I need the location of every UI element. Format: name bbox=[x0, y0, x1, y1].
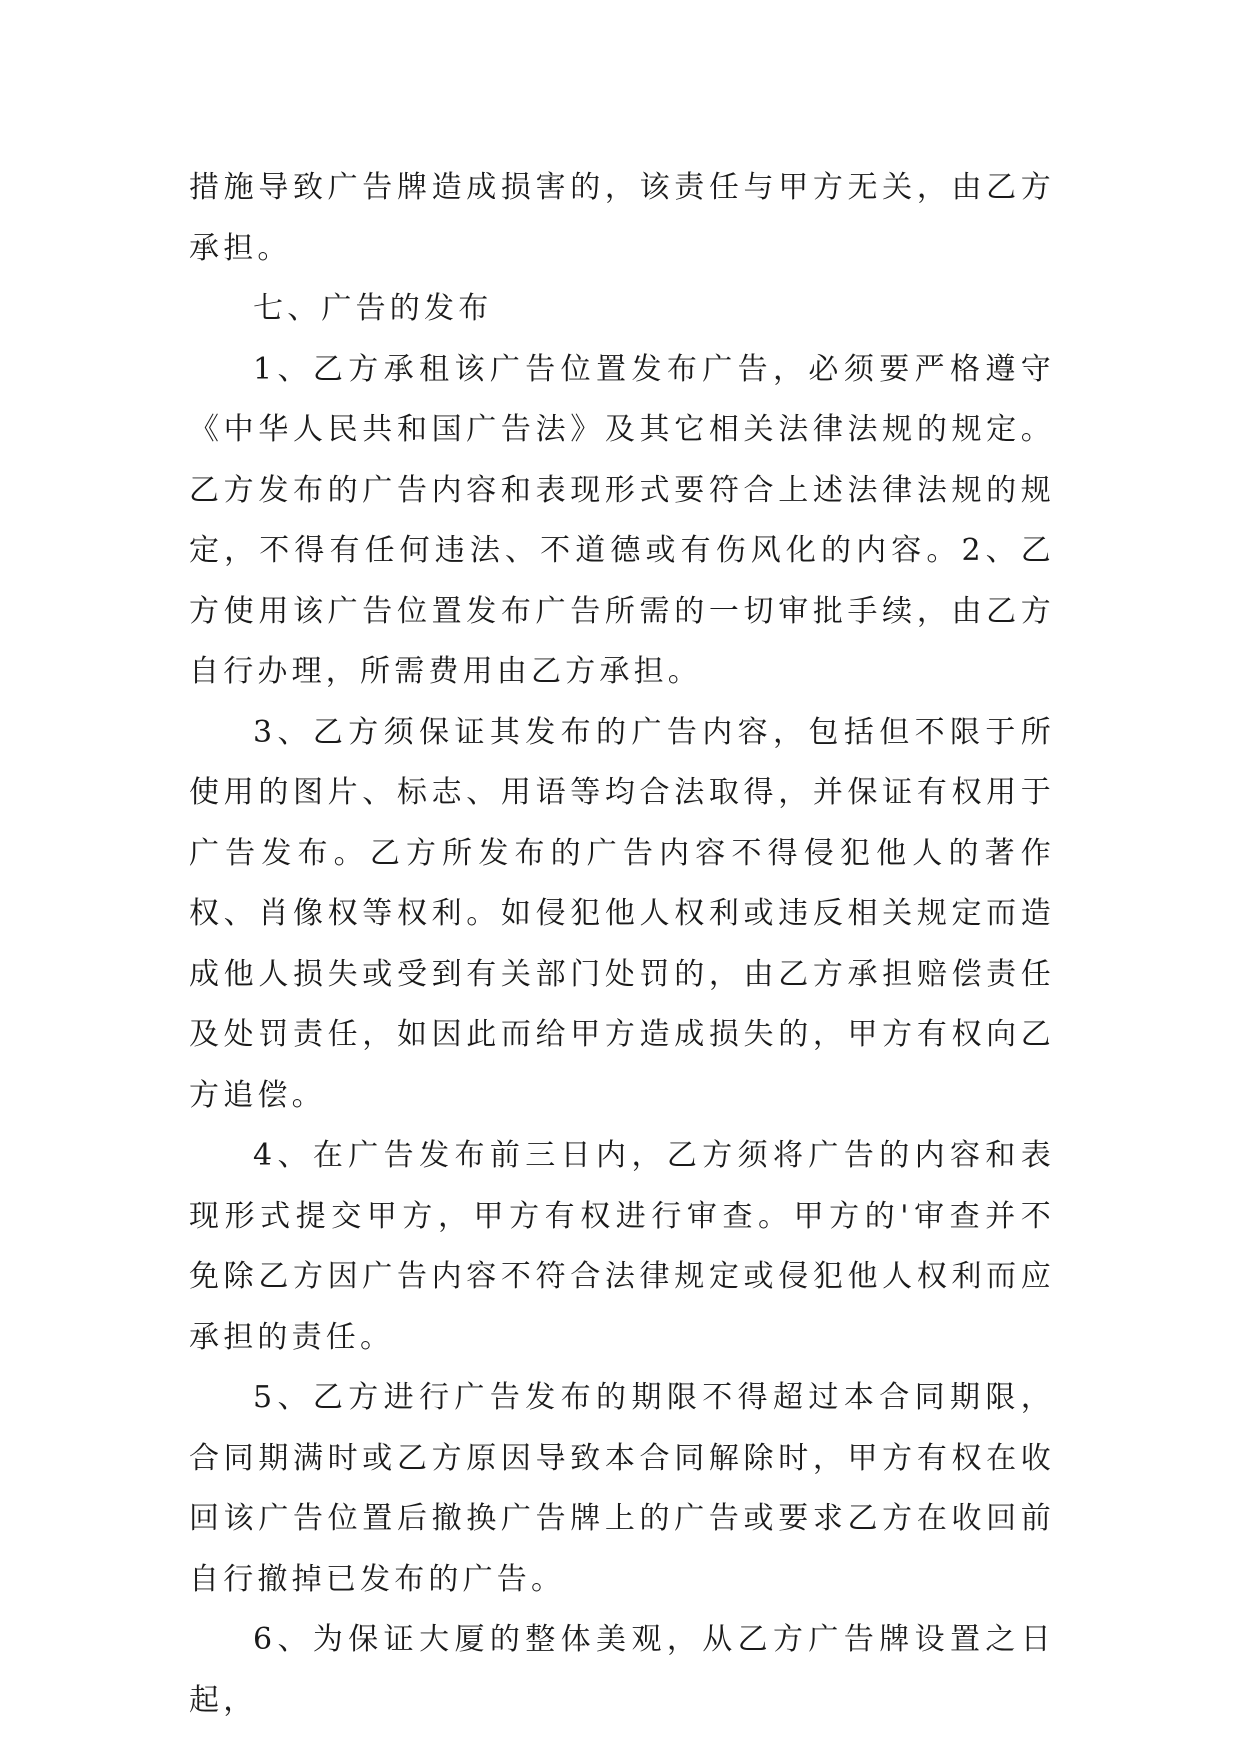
clause-3-paragraph: 3、乙方须保证其发布的广告内容，包括但不限于所使用的图片、标志、用语等均合法取得，并保证有权用于广告发布。乙方所发布的广告内容不得侵犯他人的著作权、肖像权等权利。如侵犯他人权利或违反相关规定而造成他人损失或受到有关部门处罚的，由乙方承担赔偿责任及处罚责任，如因此而给甲方造成损失的，甲方有权向乙方追偿。 bbox=[189, 714, 1055, 1113]
section-heading-advertising-release: 七、广告的发布 bbox=[253, 291, 493, 326]
document-body bbox=[189, 158, 1055, 1731]
clause-4-paragraph: 4、在广告发布前三日内，乙方须将广告的内容和表现形式提交甲方，甲方有权进行审查。甲方的'审查并不免除乙方因广告内容不符合法律规定或侵犯他人权利而应承担的责任。 bbox=[189, 1138, 1055, 1355]
clause-6-paragraph: 6、为保证大厦的整体美观，从乙方广告牌设置之日起， bbox=[189, 1622, 1055, 1718]
clause-1-paragraph: 1、乙方承租该广告位置发布广告，必须要严格遵守《中华人民共和国广告法》及其它相关法律法规的规定。 乙方发布的广告内容和表现形式要符合上述法律法规的规定，不得有任何违法、不道德或有伤风化的内容。2、乙方使用该广告位置发布广告所需的一切审批手续，由乙方自行办理，所需费用由乙方承担。 bbox=[189, 351, 1055, 689]
clause-5-paragraph: 5、乙方进行广告发布的期限不得超过本合同期限，合同期满时或乙方原因导致本合同解除时，甲方有权在收回该广告位置后撤换广告牌上的广告或要求乙方在收回前自行撤掉已发布的广告。 bbox=[189, 1380, 1055, 1597]
paragraph-continuation: 措施导致广告牌造成损害的，该责任与甲方无关，由乙方承担。 bbox=[189, 170, 1055, 266]
